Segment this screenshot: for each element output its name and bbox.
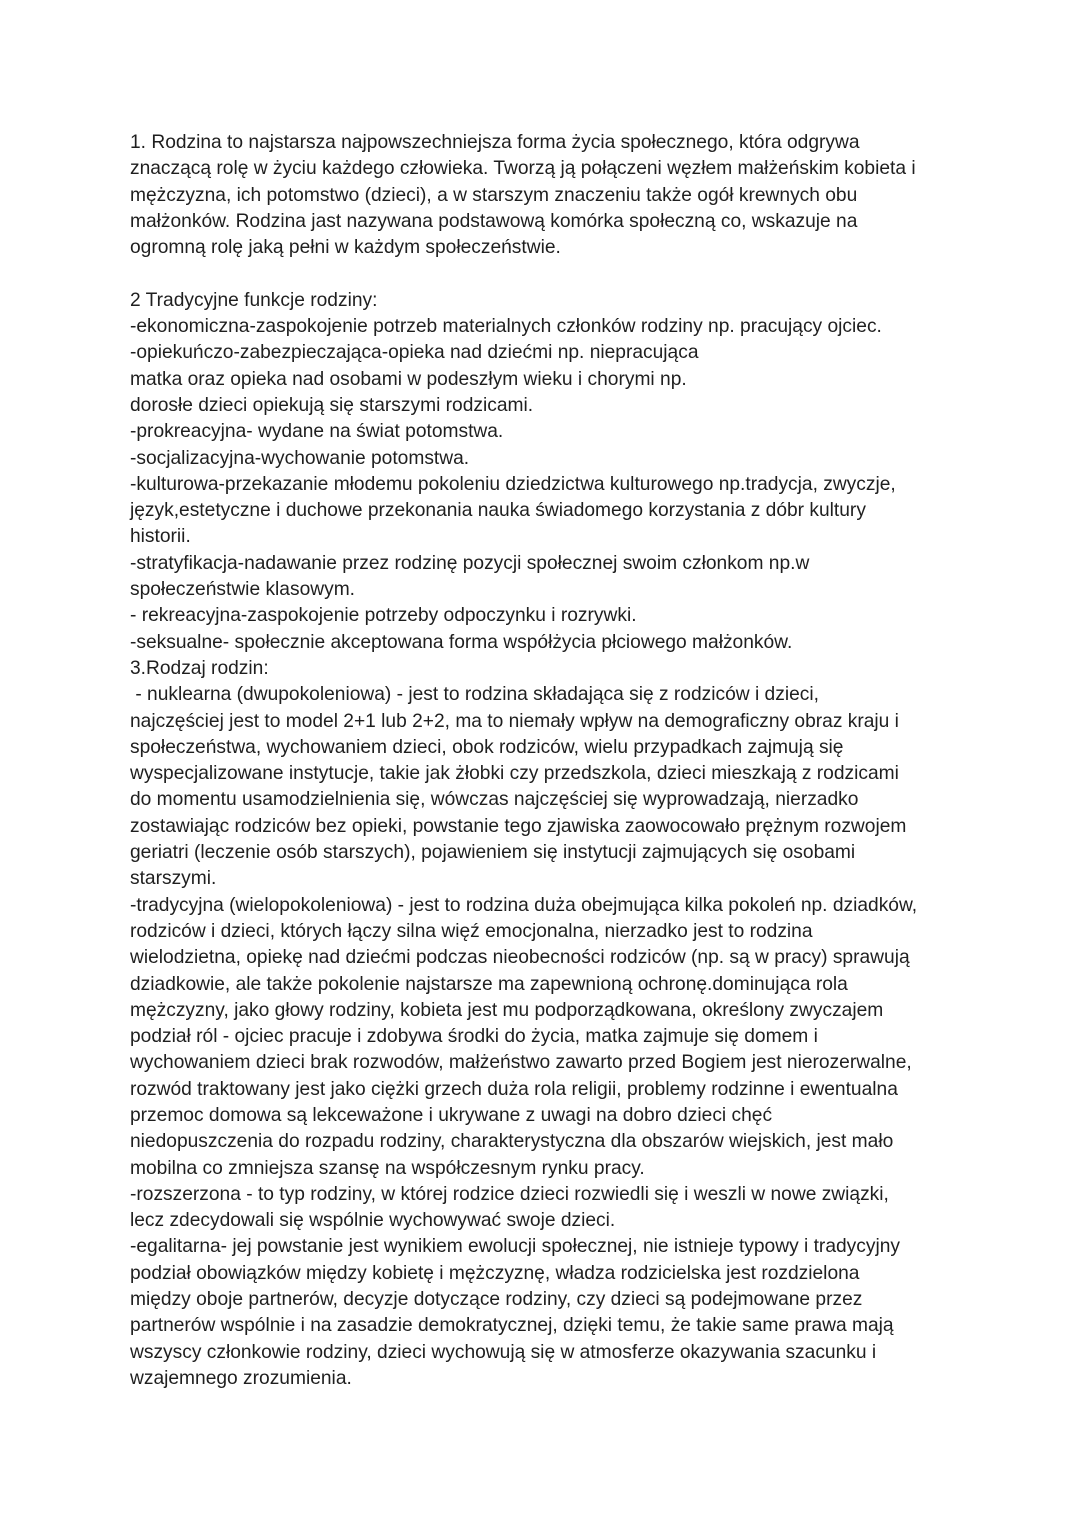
text-line: starszymi. — [130, 868, 217, 890]
text-line: do momentu usamodzielnienia się, wówczas najczęściej się wyprowadzają, nierzadko — [130, 789, 859, 811]
text-line: lecz zdecydowali się wspólnie wychowywać swoje dzieci. — [130, 1210, 616, 1232]
text-line: -socjalizacyjna-wychowanie potomstwa. — [130, 447, 470, 469]
text-line: 3.Rodzaj rodzin: — [130, 657, 269, 679]
text-line: -egalitarna- jej powstanie jest wynikiem ewolucji społecznej, nie istnieje typowy i tradycyjny — [130, 1236, 900, 1258]
text-line: - rekreacyjna-zaspokojenie potrzeby odpoczynku i rozrywki. — [130, 605, 637, 627]
document-page — [130, 130, 960, 1392]
text-line: język,estetyczne i duchowe przekonania nauka świadomego korzystania z dóbr kultury — [130, 500, 866, 522]
text-line: -prokreacyjna- wydane na świat potomstwa. — [130, 421, 504, 443]
text-line: wyspecjalizowane instytucje, takie jak żłobki czy przedszkola, dzieci mieszkają z rodzicami — [130, 763, 899, 785]
text-line: dorosłe dzieci opiekują się starszymi rodzicami. — [130, 394, 534, 416]
text-line: niedopuszczenia do rozpadu rodziny, charakterystyczna dla obszarów wiejskich, jest mało — [130, 1131, 894, 1153]
text-line: przemoc domowa są lekceważone i ukrywane z uwagi na dobro dzieci chęć — [130, 1104, 773, 1126]
text-line: -kulturowa-przekazanie młodemu pokoleniu dziedzictwa kulturowego np.tradycja, zwyczje, — [130, 473, 896, 495]
text-line: -tradycyjna (wielopokoleniowa) - jest to rodzina duża obejmująca kilka pokoleń np. dziadków, — [130, 894, 918, 916]
paragraph-gap — [130, 261, 960, 287]
text-line: geriatri (leczenie osób starszych), pojawieniem się instytucji zajmujących się osobami — [130, 842, 856, 864]
text-line: -opiekuńczo-zabezpieczająca-opieka nad dziećmi np. niepracująca — [130, 342, 699, 364]
text-line: wychowaniem dzieci brak rozwodów, małżeństwo zawarto przed Bogiem jest nierozerwalne, — [130, 1052, 912, 1074]
text-line: partnerów wspólnie i na zasadzie demokratycznej, dzięki temu, że takie same prawa mają — [130, 1315, 894, 1337]
text-line: -rozszerzona - to typ rodziny, w której rodzice dzieci rozwiedli się i weszli w nowe związki, — [130, 1183, 889, 1205]
text-line: 1. Rodzina to najstarsza najpowszechniejsza forma życia społecznego, która odgrywa — [130, 132, 860, 153]
text-line: podział ról - ojciec pracuje i zdobywa środki do życia, matka zajmuje się domem i — [130, 1026, 818, 1048]
text-line: matka oraz opieka nad osobami w podeszłym wieku i chorymi np. — [130, 368, 687, 390]
text-line: - nuklearna (dwupokoleniowa) - jest to rodzina składająca się z rodziców i dzieci, — [130, 684, 819, 706]
text-line: mobilna co zmniejsza szansę na współczesnym rynku pracy. — [130, 1157, 645, 1179]
text-line: 2 Tradycyjne funkcje rodziny: — [130, 289, 378, 311]
text-line: społeczeństwie klasowym. — [130, 579, 356, 601]
paragraph-definition — [130, 130, 960, 261]
text-line: najczęściej jest to model 2+1 lub 2+2, ma to niemały wpływ na demograficzny obraz kraju i — [130, 710, 899, 732]
text-line: mężczyzny, jako głowy rodziny, kobieta jest mu podporządkowana, określony zwyczajem — [130, 999, 884, 1021]
text-line: małżonków. Rodzina jast nazywana podstawową komórka społeczną co, wskazuje na — [130, 210, 858, 232]
text-line: mężczyzna, ich potomstwo (dzieci), a w starszym znaczeniu także ogół krewnych obu — [130, 184, 858, 206]
text-line: ogromną rolę jaką pełni w każdym społeczeństwie. — [130, 237, 561, 259]
text-line: dziadkowie, ale także pokolenie najstarsze ma zapewnioną ochronę.dominująca rola — [130, 973, 848, 995]
text-line: znaczącą rolę w życiu każdego człowieka. Tworzą ją połączeni węzłem małżeńskim kobieta i — [130, 158, 916, 180]
text-line: -seksualne- społecznie akceptowana forma współżycia płciowego małżonków. — [130, 631, 793, 653]
text-line: historii. — [130, 526, 191, 548]
text-line: wielodzietna, opiekę nad dziećmi podczas nieobecności rodziców (np. są w pracy) sprawują — [130, 947, 910, 969]
text-line: rozwód traktowany jest jako ciężki grzech duża rola religii, problemy rodzinne i ewentualna — [130, 1078, 898, 1100]
text-line: zostawiając rodziców bez opieki, powstanie tego zjawiska zaowocowało prężnym rozwojem — [130, 815, 907, 837]
text-line: między oboje partnerów, decyzje dotyczące rodziny, czy dzieci są podejmowane przez — [130, 1289, 863, 1311]
text-line: wzajemnego zrozumienia. — [130, 1367, 352, 1389]
text-line: podział obowiązków między kobietę i mężczyznę, władza rodzicielska jest rozdzielona — [130, 1262, 860, 1284]
paragraph-functions-and-types — [130, 288, 960, 1392]
text-line: -ekonomiczna-zaspokojenie potrzeb materialnych członków rodziny np. pracujący ojciec. — [130, 316, 882, 338]
text-line: wszyscy członkowie rodziny, dzieci wychowują się w atmosferze okazywania szacunku i — [130, 1341, 877, 1363]
text-line: rodziców i dzieci, których łączy silna więź emocjonalna, nierzadko jest to rodzina — [130, 920, 813, 942]
text-line: społeczeństwa, wychowaniem dzieci, obok rodziców, wielu przypadkach zajmują się — [130, 736, 844, 758]
text-line: -stratyfikacja-nadawanie przez rodzinę pozycji społecznej swoim członkom np.w — [130, 552, 810, 574]
